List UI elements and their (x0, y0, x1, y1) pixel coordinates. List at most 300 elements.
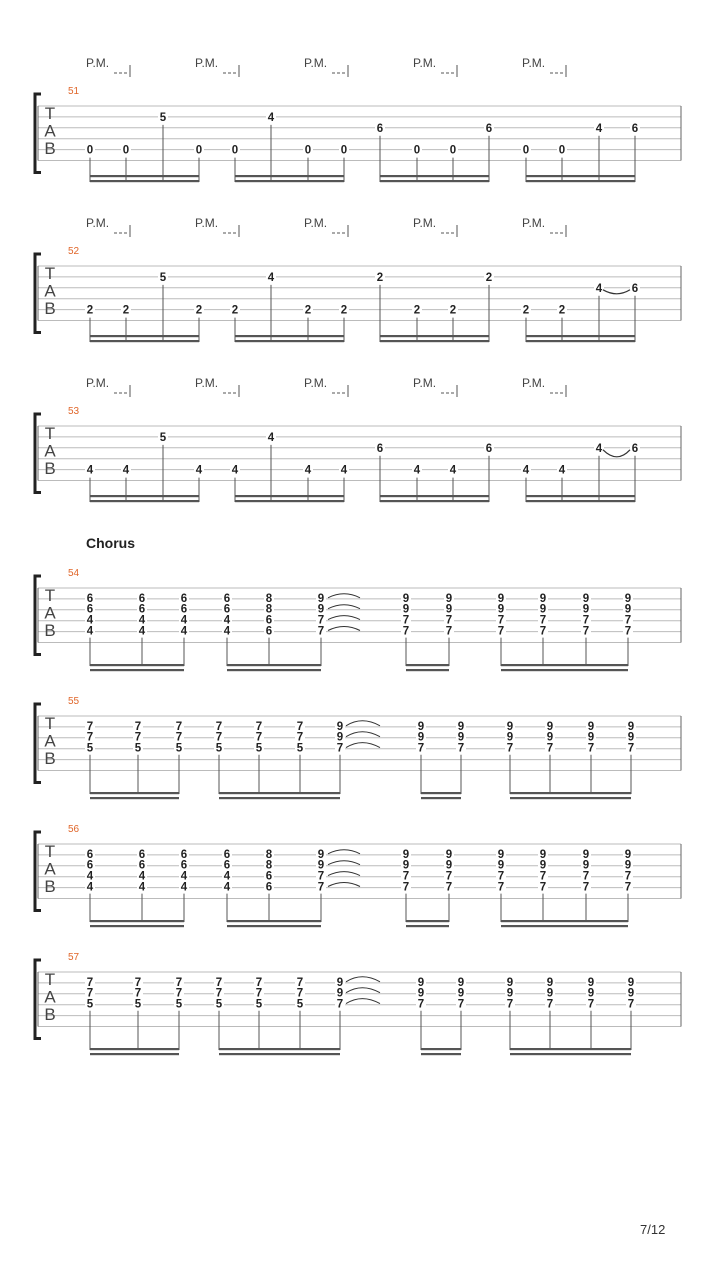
fret-number: 7 (445, 625, 453, 638)
beam (90, 500, 199, 502)
fret-number: 4 (449, 464, 457, 477)
beam (219, 792, 340, 794)
tab-clef-letter: T (44, 586, 56, 605)
fret-number: 7 (296, 987, 304, 1000)
beam (501, 664, 628, 666)
beam (235, 340, 344, 342)
fret-number: 2 (195, 304, 203, 317)
fret-number: 7 (215, 720, 223, 733)
beam (421, 1048, 461, 1050)
fret-number: 4 (522, 464, 530, 477)
measure-number: 56 (68, 824, 80, 835)
fret-number: 9 (417, 987, 425, 1000)
beam (90, 180, 199, 182)
slide-curve (346, 743, 380, 748)
fret-number: 9 (582, 859, 590, 872)
beam (90, 664, 184, 666)
fret-number: 2 (522, 304, 530, 317)
fret-number: 9 (587, 731, 595, 744)
fret-number: 7 (134, 731, 142, 744)
fret-number: 4 (267, 431, 275, 444)
beam (90, 335, 199, 337)
fret-number: 0 (231, 144, 239, 157)
fret-number: 7 (215, 987, 223, 1000)
slide-curve (346, 988, 380, 993)
beam (219, 1053, 340, 1055)
slide-curve (346, 977, 380, 982)
fret-number: 7 (134, 976, 142, 989)
fret-number: 7 (402, 625, 410, 638)
tab-clef-letter: T (44, 104, 56, 123)
fret-number: 2 (449, 304, 457, 317)
slide-curve (328, 850, 360, 854)
tab-clef-letter: A (44, 987, 56, 1007)
fret-number: 7 (539, 881, 547, 894)
fret-number: 9 (497, 859, 505, 872)
tab-clef-letter: B (44, 1004, 56, 1024)
measure-number: 55 (68, 696, 80, 707)
hammer-curve (603, 450, 630, 457)
fret-number: 0 (304, 144, 312, 157)
palm-mute-label: P.M. (195, 216, 219, 230)
fret-number: 7 (587, 742, 595, 755)
tab-clef-letter: A (44, 281, 56, 301)
slide-curve (328, 872, 360, 876)
fret-number: 7 (86, 987, 94, 1000)
tab-clef-letter: B (44, 138, 56, 158)
fret-number: 9 (582, 603, 590, 616)
fret-number: 0 (195, 144, 203, 157)
fret-number: 6 (223, 859, 231, 872)
fret-number: 6 (223, 603, 231, 616)
fret-number: 6 (265, 870, 273, 883)
fret-number: 0 (86, 144, 94, 157)
beam (406, 664, 449, 666)
fret-number: 9 (317, 848, 325, 861)
measure-number: 54 (68, 568, 80, 579)
fret-number: 9 (624, 848, 632, 861)
fret-number: 9 (624, 592, 632, 605)
palm-mute-label: P.M. (522, 56, 546, 70)
tab-clef-letter: A (44, 121, 56, 141)
fret-number: 2 (86, 304, 94, 317)
fret-number: 7 (86, 720, 94, 733)
fret-number: 9 (402, 848, 410, 861)
beam (510, 1053, 631, 1055)
fret-number: 2 (485, 271, 493, 284)
beam (501, 925, 628, 927)
fret-number: 5 (215, 998, 223, 1011)
fret-number: 5 (134, 998, 142, 1011)
palm-mute-label: P.M. (522, 376, 546, 390)
fret-number: 4 (86, 614, 94, 627)
beam (526, 180, 635, 182)
slide-curve (328, 861, 360, 865)
measure-number: 52 (68, 246, 80, 257)
fret-number: 7 (546, 998, 554, 1011)
fret-number: 9 (336, 720, 344, 733)
palm-mute-label: P.M. (304, 56, 328, 70)
tab-clef-letter: T (44, 714, 56, 733)
fret-number: 7 (497, 870, 505, 883)
beam (406, 920, 449, 922)
fret-number: 9 (546, 976, 554, 989)
fret-number: 4 (223, 881, 231, 894)
fret-number: 7 (497, 881, 505, 894)
fret-number: 2 (413, 304, 421, 317)
fret-number: 6 (180, 859, 188, 872)
fret-number: 6 (180, 848, 188, 861)
fret-number: 7 (539, 870, 547, 883)
fret-number: 9 (317, 859, 325, 872)
fret-number: 7 (627, 742, 635, 755)
beam (90, 792, 179, 794)
slide-curve (603, 290, 630, 294)
tab-clef-letter: T (44, 970, 56, 989)
fret-number: 6 (485, 442, 493, 455)
fret-number: 7 (546, 742, 554, 755)
fret-number: 7 (296, 720, 304, 733)
beam (90, 340, 199, 342)
fret-number: 7 (255, 987, 263, 1000)
tab-clef-letter: A (44, 603, 56, 623)
fret-number: 9 (457, 731, 465, 744)
palm-mute-label: P.M. (86, 216, 110, 230)
beam (90, 669, 184, 671)
fret-number: 6 (86, 848, 94, 861)
fret-number: 9 (582, 848, 590, 861)
fret-number: 4 (340, 464, 348, 477)
beam (526, 335, 635, 337)
fret-number: 4 (138, 881, 146, 894)
beam (219, 797, 340, 799)
fret-number: 9 (627, 976, 635, 989)
beam (380, 495, 489, 497)
fret-number: 7 (336, 998, 344, 1011)
fret-number: 8 (265, 848, 273, 861)
fret-number: 9 (627, 987, 635, 1000)
fret-number: 4 (223, 625, 231, 638)
beam (90, 1048, 179, 1050)
fret-number: 7 (317, 625, 325, 638)
fret-number: 9 (546, 731, 554, 744)
fret-number: 9 (497, 592, 505, 605)
fret-number: 5 (134, 742, 142, 755)
fret-number: 6 (631, 442, 639, 455)
fret-number: 4 (595, 122, 603, 135)
fret-number: 6 (265, 881, 273, 894)
fret-number: 7 (175, 731, 183, 744)
fret-number: 7 (497, 625, 505, 638)
fret-number: 9 (587, 976, 595, 989)
fret-number: 7 (255, 731, 263, 744)
fret-number: 9 (539, 859, 547, 872)
fret-number: 5 (159, 111, 167, 124)
slide-curve (328, 627, 360, 631)
fret-number: 2 (304, 304, 312, 317)
fret-number: 9 (445, 592, 453, 605)
fret-number: 6 (223, 592, 231, 605)
fret-number: 7 (582, 625, 590, 638)
fret-number: 7 (417, 742, 425, 755)
fret-number: 5 (159, 271, 167, 284)
fret-number: 2 (340, 304, 348, 317)
fret-number: 5 (175, 998, 183, 1011)
fret-number: 5 (296, 998, 304, 1011)
fret-number: 7 (445, 870, 453, 883)
tab-clef-letter: B (44, 620, 56, 640)
fret-number: 7 (86, 731, 94, 744)
fret-number: 4 (223, 870, 231, 883)
fret-number: 4 (231, 464, 239, 477)
fret-number: 4 (180, 870, 188, 883)
fret-number: 0 (558, 144, 566, 157)
fret-number: 7 (445, 614, 453, 627)
fret-number: 9 (546, 720, 554, 733)
beam (406, 669, 449, 671)
fret-number: 9 (506, 731, 514, 744)
fret-number: 4 (223, 614, 231, 627)
fret-number: 0 (340, 144, 348, 157)
fret-number: 9 (497, 603, 505, 616)
fret-number: 6 (138, 603, 146, 616)
fret-number: 6 (265, 614, 273, 627)
fret-number: 6 (86, 592, 94, 605)
beam (219, 1048, 340, 1050)
fret-number: 4 (267, 271, 275, 284)
beam (526, 340, 635, 342)
fret-number: 9 (624, 603, 632, 616)
fret-number: 8 (265, 603, 273, 616)
fret-number: 6 (376, 122, 384, 135)
beam (90, 1053, 179, 1055)
beam (227, 669, 321, 671)
fret-number: 5 (86, 742, 94, 755)
fret-number: 7 (624, 881, 632, 894)
measure-number: 53 (68, 406, 80, 417)
fret-number: 9 (445, 848, 453, 861)
slide-curve (328, 616, 360, 620)
beam (90, 797, 179, 799)
tab-clef-letter: T (44, 842, 56, 861)
fret-number: 2 (558, 304, 566, 317)
fret-number: 4 (267, 111, 275, 124)
fret-number: 5 (255, 998, 263, 1011)
fret-number: 9 (445, 603, 453, 616)
slide-curve (328, 605, 360, 609)
fret-number: 5 (255, 742, 263, 755)
beam (380, 500, 489, 502)
measure-number: 57 (68, 952, 80, 963)
fret-number: 7 (317, 614, 325, 627)
fret-number: 9 (457, 976, 465, 989)
palm-mute-label: P.M. (86, 56, 110, 70)
beam (90, 920, 184, 922)
fret-number: 7 (457, 742, 465, 755)
fret-number: 5 (159, 431, 167, 444)
fret-number: 7 (539, 625, 547, 638)
fret-number: 9 (317, 592, 325, 605)
fret-number: 6 (631, 282, 639, 295)
beam (421, 1053, 461, 1055)
fret-number: 7 (317, 881, 325, 894)
fret-number: 6 (86, 859, 94, 872)
fret-number: 0 (413, 144, 421, 157)
palm-mute-label: P.M. (413, 216, 437, 230)
fret-number: 7 (336, 742, 344, 755)
fret-number: 7 (175, 987, 183, 1000)
fret-number: 7 (215, 731, 223, 744)
beam (510, 792, 631, 794)
fret-number: 9 (457, 987, 465, 1000)
fret-number: 7 (255, 720, 263, 733)
fret-number: 4 (180, 614, 188, 627)
beam (235, 495, 344, 497)
palm-mute-label: P.M. (413, 56, 437, 70)
tab-clef-letter: B (44, 876, 56, 896)
beam (235, 180, 344, 182)
fret-number: 5 (175, 742, 183, 755)
palm-mute-label: P.M. (304, 376, 328, 390)
fret-number: 9 (336, 987, 344, 1000)
fret-number: 8 (265, 859, 273, 872)
fret-number: 7 (317, 870, 325, 883)
fret-number: 7 (506, 742, 514, 755)
fret-number: 7 (296, 731, 304, 744)
fret-number: 7 (175, 720, 183, 733)
fret-number: 9 (539, 603, 547, 616)
beam (501, 920, 628, 922)
palm-mute-label: P.M. (413, 376, 437, 390)
beam (526, 500, 635, 502)
tab-clef-letter: B (44, 748, 56, 768)
fret-number: 2 (122, 304, 130, 317)
beam (510, 1048, 631, 1050)
fret-number: 5 (215, 742, 223, 755)
fret-number: 4 (180, 625, 188, 638)
fret-number: 9 (624, 859, 632, 872)
fret-number: 6 (631, 122, 639, 135)
fret-number: 4 (86, 625, 94, 638)
fret-number: 9 (336, 731, 344, 744)
fret-number: 7 (624, 625, 632, 638)
fret-number: 4 (86, 870, 94, 883)
fret-number: 5 (296, 742, 304, 755)
fret-number: 9 (457, 720, 465, 733)
fret-number: 9 (506, 987, 514, 1000)
palm-mute-label: P.M. (195, 376, 219, 390)
fret-number: 6 (485, 122, 493, 135)
beam (90, 925, 184, 927)
fret-number: 4 (138, 870, 146, 883)
fret-number: 0 (449, 144, 457, 157)
fret-number: 5 (86, 998, 94, 1011)
fret-number: 6 (138, 859, 146, 872)
tab-clef-letter: T (44, 424, 56, 443)
fret-number: 4 (86, 464, 94, 477)
fret-number: 9 (445, 859, 453, 872)
fret-number: 9 (587, 720, 595, 733)
fret-number: 9 (402, 592, 410, 605)
fret-number: 7 (627, 998, 635, 1011)
beam (380, 340, 489, 342)
beam (235, 500, 344, 502)
fret-number: 6 (138, 592, 146, 605)
fret-number: 6 (138, 848, 146, 861)
beam (421, 797, 461, 799)
beam (90, 175, 199, 177)
beam (235, 335, 344, 337)
fret-number: 4 (195, 464, 203, 477)
fret-number: 7 (402, 881, 410, 894)
fret-number: 0 (122, 144, 130, 157)
fret-number: 9 (627, 720, 635, 733)
slide-curve (346, 732, 380, 737)
fret-number: 7 (86, 976, 94, 989)
palm-mute-label: P.M. (304, 216, 328, 230)
fret-number: 4 (595, 282, 603, 295)
beam (501, 669, 628, 671)
fret-number: 4 (122, 464, 130, 477)
fret-number: 2 (231, 304, 239, 317)
fret-number: 7 (582, 870, 590, 883)
fret-number: 6 (180, 603, 188, 616)
tab-clef-letter: A (44, 859, 56, 879)
beam (90, 495, 199, 497)
section-label: Chorus (86, 535, 135, 551)
fret-number: 8 (265, 592, 273, 605)
fret-number: 9 (317, 603, 325, 616)
fret-number: 7 (134, 720, 142, 733)
slide-curve (346, 721, 380, 726)
fret-number: 0 (522, 144, 530, 157)
fret-number: 6 (86, 603, 94, 616)
fret-number: 7 (402, 870, 410, 883)
fret-number: 9 (402, 603, 410, 616)
fret-number: 9 (417, 720, 425, 733)
fret-number: 4 (180, 881, 188, 894)
fret-number: 4 (138, 614, 146, 627)
beam (510, 797, 631, 799)
fret-number: 9 (417, 731, 425, 744)
beam (380, 180, 489, 182)
fret-number: 7 (215, 976, 223, 989)
fret-number: 9 (402, 859, 410, 872)
fret-number: 9 (582, 592, 590, 605)
palm-mute-label: P.M. (522, 216, 546, 230)
fret-number: 9 (336, 976, 344, 989)
fret-number: 7 (506, 998, 514, 1011)
fret-number: 4 (86, 881, 94, 894)
fret-number: 9 (506, 720, 514, 733)
fret-number: 7 (402, 614, 410, 627)
fret-number: 6 (223, 848, 231, 861)
fret-number: 6 (180, 592, 188, 605)
slide-curve (328, 883, 360, 887)
fret-number: 6 (265, 625, 273, 638)
fret-number: 7 (582, 881, 590, 894)
beam (227, 925, 321, 927)
beam (227, 920, 321, 922)
fret-number: 4 (413, 464, 421, 477)
fret-number: 7 (134, 987, 142, 1000)
fret-number: 9 (506, 976, 514, 989)
fret-number: 6 (376, 442, 384, 455)
fret-number: 7 (624, 614, 632, 627)
fret-number: 9 (546, 987, 554, 1000)
slide-curve (328, 594, 360, 598)
fret-number: 9 (417, 976, 425, 989)
